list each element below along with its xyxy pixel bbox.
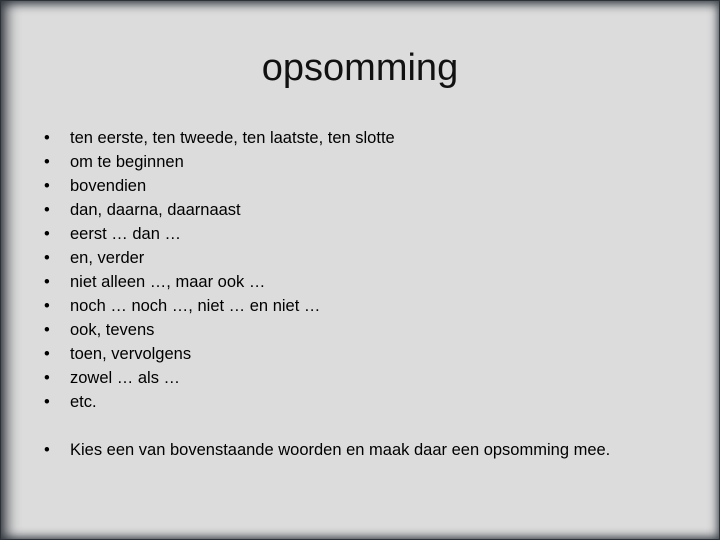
list-item-text: eerst … dan … <box>70 225 181 243</box>
bullet-icon: • <box>44 201 50 219</box>
list-item-text: zowel … als … <box>70 369 181 387</box>
list-item <box>44 390 704 414</box>
bullet-icon: • <box>44 345 50 363</box>
list-item <box>44 246 704 270</box>
bullet-icon: • <box>44 249 50 267</box>
instruction-text: Kies een van bovenstaande woorden en maak daar een opsomming mee. <box>70 441 611 459</box>
bullet-list <box>44 126 704 462</box>
list-item <box>44 270 704 294</box>
bullet-icon: • <box>44 129 50 147</box>
list-item-text: en, verder <box>70 249 145 267</box>
list-item-text: ten eerste, ten tweede, ten laatste, ten slotte <box>70 129 395 147</box>
list-item <box>44 198 704 222</box>
bullet-icon: • <box>44 297 50 315</box>
list-item-text: niet alleen …, maar ook … <box>70 273 266 291</box>
list-item-text: bovendien <box>70 177 147 195</box>
list-item <box>44 150 704 174</box>
list-item <box>44 222 704 246</box>
bullet-icon: • <box>44 153 50 171</box>
bullet-icon: • <box>44 393 50 411</box>
bullet-icon: • <box>44 321 50 339</box>
list-item <box>44 126 704 150</box>
bullet-icon: • <box>44 225 50 243</box>
bullet-icon: • <box>44 441 50 459</box>
list-item-text: dan, daarna, daarnaast <box>70 201 241 219</box>
list-item-text: noch … noch …, niet … en niet … <box>70 297 321 315</box>
bullet-icon: • <box>44 369 50 387</box>
list-item <box>44 366 704 390</box>
list-item-text: om te beginnen <box>70 153 184 171</box>
list-item-text: ook, tevens <box>70 321 155 339</box>
list-item <box>44 294 704 318</box>
list-item <box>44 174 704 198</box>
list-item <box>44 342 704 366</box>
list-item-text: etc. <box>70 393 97 411</box>
list-item-text: toen, vervolgens <box>70 345 192 363</box>
bullet-icon: • <box>44 177 50 195</box>
slide-title: opsomming <box>261 47 459 89</box>
bullet-icon: • <box>44 273 50 291</box>
instruction-item <box>44 438 704 462</box>
list-item <box>44 318 704 342</box>
